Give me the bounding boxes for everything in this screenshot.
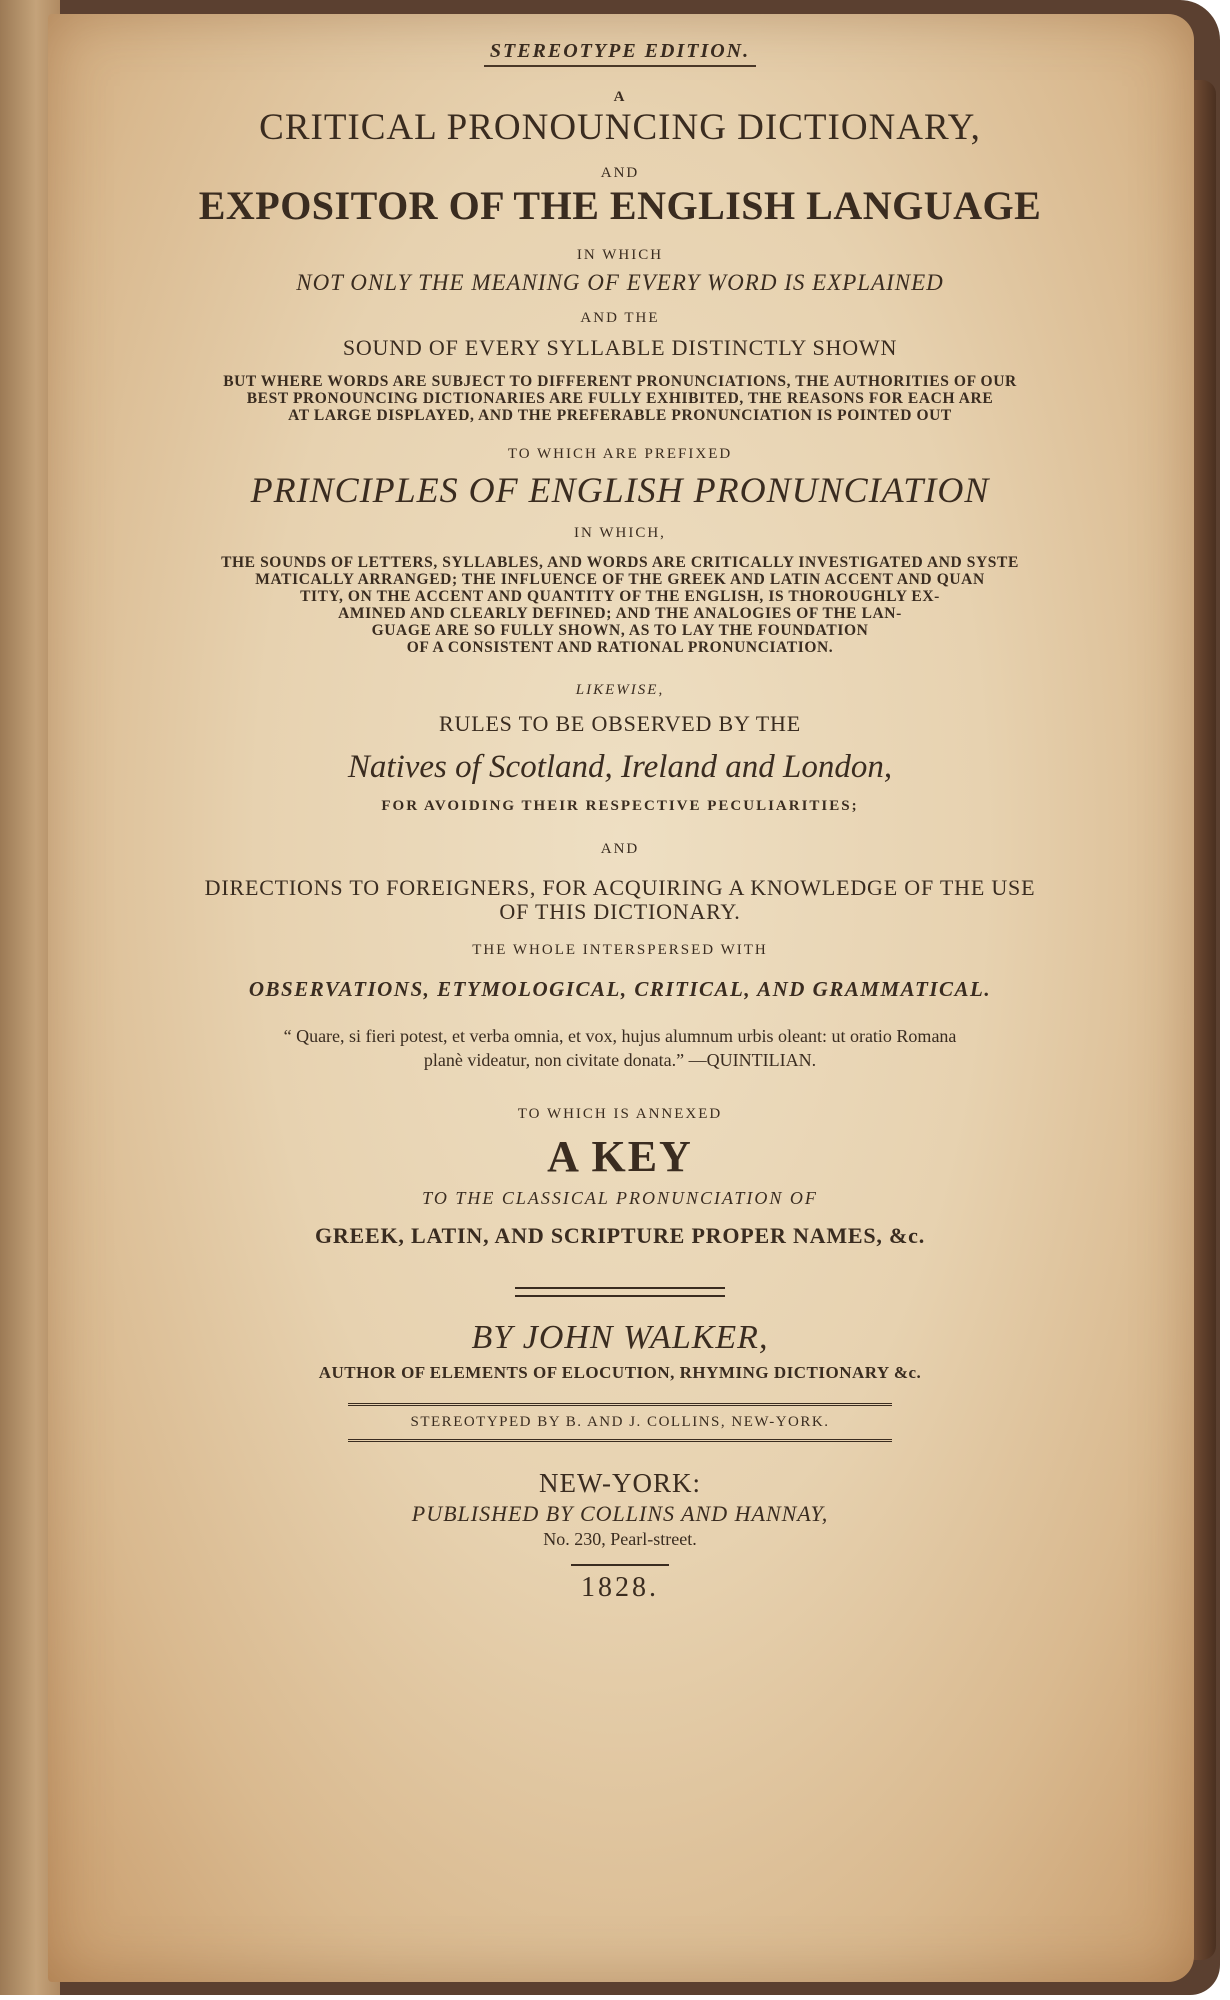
year: 1828. — [571, 1564, 669, 1604]
article: A — [613, 89, 627, 105]
edition-label: STEREOTYPE EDITION. — [484, 40, 756, 67]
ornament-rule — [120, 1287, 1120, 1297]
in-which: IN WHICH — [576, 247, 664, 263]
observations-line: OBSERVATIONS, ETYMOLOGICAL, CRITICAL, AND GRAMMATICAL. — [248, 977, 992, 1001]
sound-line: SOUND OF EVERY SYLLABLE DISTINCTLY SHOWN — [342, 335, 898, 360]
rules-line: RULES TO BE OBSERVED BY THE — [439, 711, 801, 736]
directions-block: DIRECTIONS TO FOREIGNERS, FOR ACQUIRING A KNOWLEDGE OF THE USE OF THIS DICTIONARY. — [204, 875, 1036, 924]
annexed-line: TO WHICH IS ANNEXED — [517, 1106, 723, 1122]
avoiding-line: FOR AVOIDING THEIR RESPECTIVE PECULIARITIES; — [381, 798, 859, 814]
and-the: AND THE — [580, 310, 660, 326]
address-line: No. 230, Pearl-street. — [543, 1529, 697, 1549]
sounds-block: THE SOUNDS OF LETTERS, SYLLABLES, AND WORDS ARE CRITICALLY INVESTIGATED AND SYSTE MATICALLY ARRANGED; THE INFLUENCE OF THE GREEK AND LATIN ACCENT AND QUAN TITY, ON THE ACCENT AND QUANTITY OF THE ENGLISH, IS THOROUGHLY EX- AMINED AND CLEARLY DEFINED; AND THE ANALOGIES OF THE LAN- GUAGE ARE SO FULLY SHOWN, AS TO LAY THE FOUNDATION OF A CONSISTENT AND RATIONAL PRONUNCIATION. — [221, 554, 1019, 656]
and-connector-2: AND — [600, 841, 640, 857]
city-line: NEW-YORK: — [539, 1468, 701, 1498]
title-line-2: EXPOSITOR OF THE ENGLISH LANGUAGE — [198, 183, 1042, 228]
classical-line: TO THE CLASSICAL PRONUNCIATION OF — [422, 1188, 818, 1208]
stereotyped-by-line: STEREOTYPED BY B. AND J. COLLINS, NEW-YORK. — [348, 1403, 892, 1442]
likewise: LIKEWISE, — [575, 682, 665, 698]
key-heading: A KEY — [547, 1132, 693, 1181]
in-which-2: IN WHICH, — [574, 525, 666, 541]
natives-line: Natives of Scotland, Ireland and London, — [347, 749, 893, 785]
meaning-line: NOT ONLY THE MEANING OF EVERY WORD IS EXPLAINED — [296, 270, 944, 295]
proper-names-line: GREEK, LATIN, AND SCRIPTURE PROPER NAMES, &c. — [314, 1223, 926, 1248]
interspersed-line: THE WHOLE INTERSPERSED WITH — [472, 942, 768, 958]
principles-heading: PRINCIPLES OF ENGLISH PRONUNCIATION — [250, 470, 990, 510]
publisher-line: PUBLISHED BY COLLINS AND HANNAY, — [411, 1501, 829, 1526]
latin-quote: “ Quare, si fieri potest, et verba omnia, et vox, hujus alumnum urbis oleant: ut oratio Romana planè videatur, non civitate donata.” —QUINTILIAN. — [283, 1026, 957, 1070]
author-of-line: AUTHOR OF ELEMENTS OF ELOCUTION, RHYMING DICTIONARY &c. — [318, 1363, 922, 1382]
and-connector-1: AND — [600, 165, 640, 181]
title-page-text — [120, 40, 1120, 1604]
title-line-1: CRITICAL PRONOUNCING DICTIONARY, — [259, 107, 981, 148]
authorities-block: BUT WHERE WORDS ARE SUBJECT TO DIFFERENT PRONUNCIATIONS, THE AUTHORITIES OF OUR BEST PRONOUNCING DICTIONARIES ARE FULLY EXHIBITED, THE REASONS FOR EACH ARE AT LARGE DISPLAYED, AND THE PREFERABLE PRONUNCIATION IS POINTED OUT — [223, 373, 1017, 424]
author-line: BY JOHN WALKER, — [471, 1319, 769, 1356]
prefixed-line: TO WHICH ARE PREFIXED — [507, 446, 733, 462]
